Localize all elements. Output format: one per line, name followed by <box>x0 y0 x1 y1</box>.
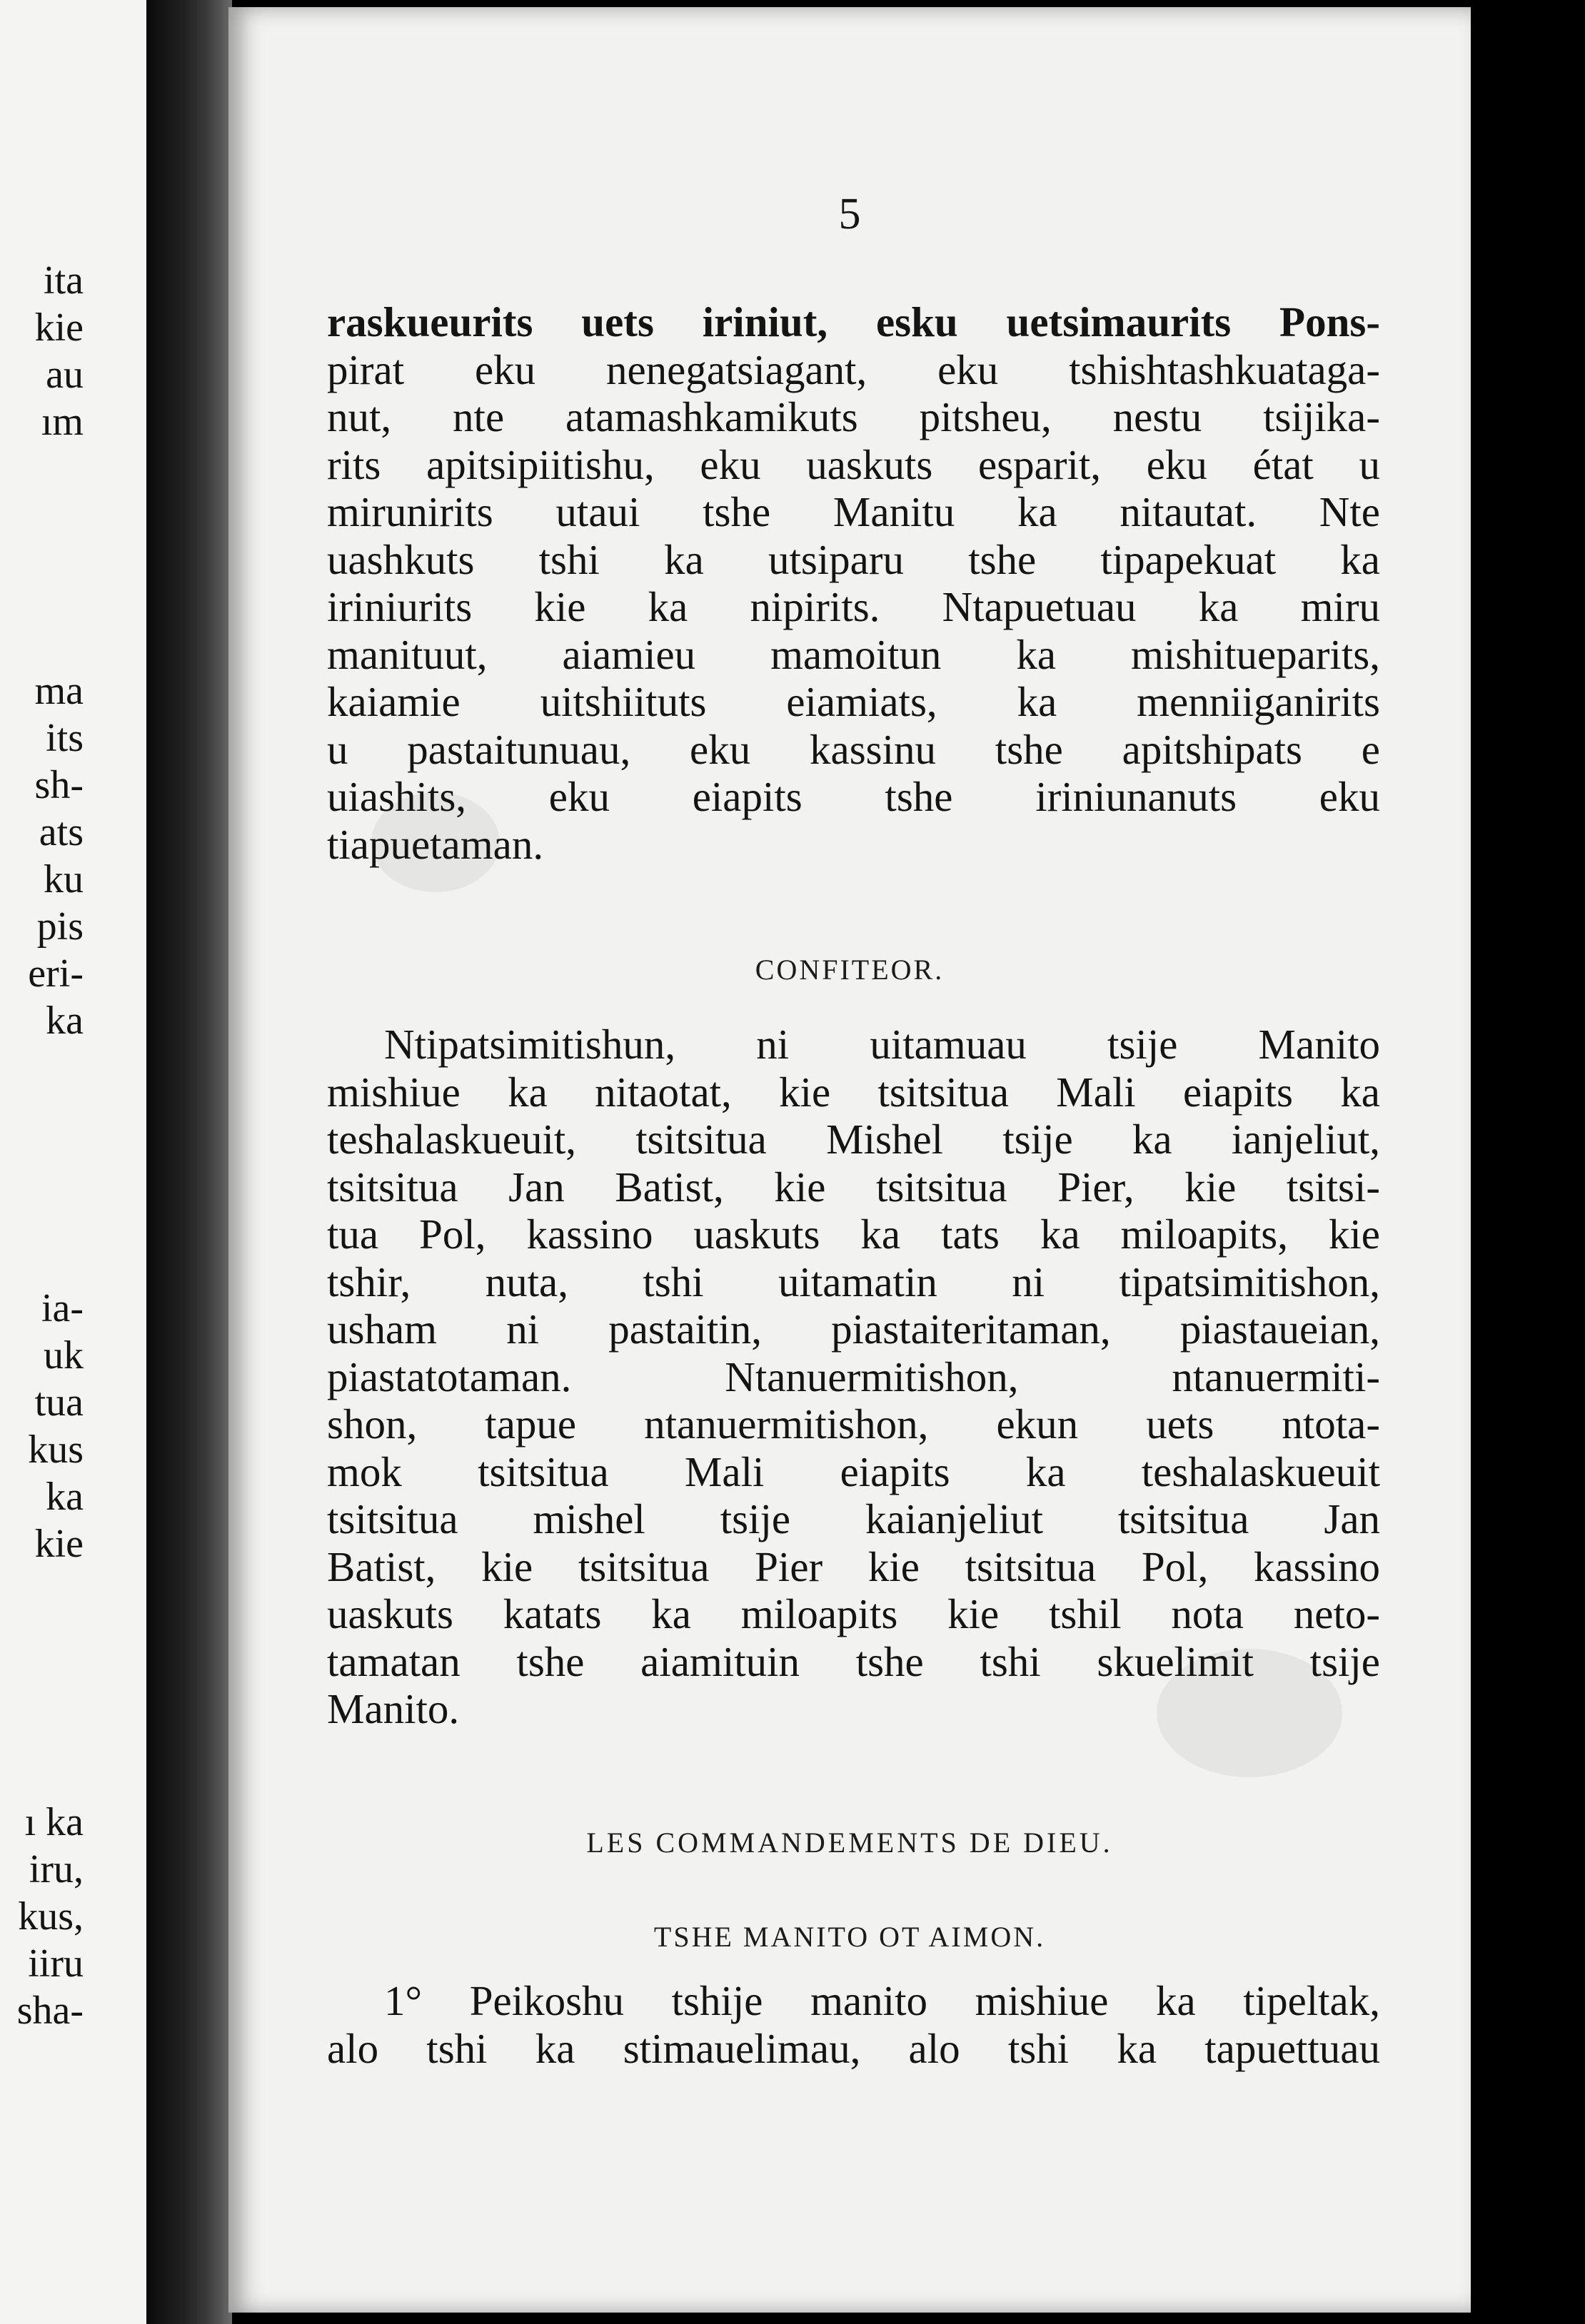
text-line: mishiue ka nitaotat, kie tsitsitua Mali eiapits ka <box>327 1068 1380 1116</box>
left-fragment-line: ia- <box>41 1286 84 1330</box>
left-fragment-group-1 <box>35 257 84 445</box>
text-line: tamatan tshe aiamituin tshe tshi skuelimit tsije <box>327 1637 1380 1685</box>
left-fragment-line: ka <box>46 1475 84 1519</box>
left-fragment-line: ım <box>41 400 84 444</box>
paragraph-commandment-1 <box>327 1977 1380 2072</box>
left-fragment-line: ma <box>34 669 84 713</box>
left-fragment-group-4 <box>17 1799 84 2034</box>
left-fragment-line: tua <box>34 1380 84 1425</box>
left-fragment-line: ku <box>44 857 84 901</box>
text-line: piastatotaman. Ntanuermitishon, ntanuermiti- <box>327 1353 1380 1400</box>
left-fragment-line: kus, <box>18 1894 84 1939</box>
left-fragment-group-3 <box>28 1285 84 1567</box>
text-line: usham ni pastaitin, piastaiteritaman, piastaueian, <box>327 1305 1380 1353</box>
text-line: Ntipatsimitishun, ni uitamuau tsije Manito <box>384 1021 1380 1068</box>
left-fragment-line: sh- <box>34 763 84 807</box>
left-fragment-line: its <box>46 716 84 760</box>
paragraph-credo-end <box>327 298 1380 868</box>
left-fragment-line: pis <box>36 904 84 949</box>
left-fragment-line: iru, <box>29 1847 84 1891</box>
text-line: 1° Peikoshu tshije manito mishiue ka tipeltak, <box>384 1977 1380 2024</box>
left-fragment-line: uk <box>44 1333 84 1378</box>
book-page <box>228 7 1471 2313</box>
text-line: alo tshi ka stimauelimau, alo tshi ka tapuettuau <box>327 2024 1380 2072</box>
heading-tshe-manito: TSHE MANITO OT AIMON. <box>653 1921 1046 1953</box>
text-line: kaiamie uitshiituts eiamiats, ka menniiganirits <box>327 678 1380 725</box>
text-line: tua Pol, kassino uaskuts ka tats ka miloapits, kie <box>327 1211 1380 1258</box>
left-fragment-line: au <box>46 353 84 397</box>
text-line: nut, nte atamashkamikuts pitsheu, nestu tsijika- <box>327 393 1380 440</box>
left-fragment-line: ı ka <box>24 1800 84 1844</box>
text-line: tsitsitua mishel tsije kaianjeliut tsitsitua Jan <box>327 1495 1380 1542</box>
left-fragment-line: kie <box>34 305 84 350</box>
text-line: mirunirits utaui tshe Manitu ka nitautat. Nte <box>327 488 1380 535</box>
text-line: rits apitsipiitishu, eku uaskuts esparit, eku état u <box>327 440 1380 488</box>
text-line: tshir, nuta, tshi uitamatin ni tipatsimitishon, <box>327 1258 1380 1305</box>
text-line: manituut, aiamieu mamoitun ka mishitueparits, <box>327 630 1380 678</box>
left-fragment-line: iiru <box>28 1941 84 1986</box>
left-fragment-line: ka <box>46 999 84 1043</box>
left-fragment-line: kie <box>34 1522 84 1566</box>
text-line: raskueurits uets iriniut, esku uetsimaurits Pons- <box>327 298 1380 345</box>
text-line: iriniurits kie ka nipirits. Ntapuetuau ka miru <box>327 583 1380 630</box>
scan-border <box>1471 0 1585 2324</box>
text-line: shon, tapue ntanuermitishon, ekun uets ntota- <box>327 1400 1380 1448</box>
text-line: pirat eku nenegatsiagant, eku tshishtashkuataga- <box>327 345 1380 393</box>
paragraph-confiteor <box>327 1021 1380 1733</box>
left-fragment-line: kus <box>28 1428 84 1472</box>
text-line: tiapuetaman. <box>327 820 544 868</box>
page-number: 5 <box>838 190 861 238</box>
left-fragment-group-2 <box>28 667 84 1044</box>
heading-commandements: LES COMMANDEMENTS DE DIEU. <box>586 1827 1113 1859</box>
book-gutter <box>146 0 232 2324</box>
text-line: mok tsitsitua Mali eiapits ka teshalaskueuit <box>327 1448 1380 1495</box>
left-page-fragment <box>0 0 146 2324</box>
left-fragment-line: ats <box>39 810 84 854</box>
left-fragment-line: ita <box>44 258 84 303</box>
text-line: uaskuts katats ka miloapits kie tshil nota neto- <box>327 1590 1380 1637</box>
text-line: uashkuts tshi ka utsiparu tshe tipapekuat ka <box>327 535 1380 583</box>
heading-confiteor: CONFITEOR. <box>755 954 945 986</box>
text-line: Manito. <box>327 1685 460 1732</box>
left-fragment-line: sha- <box>16 1989 84 2033</box>
text-line: uiashits, eku eiapits tshe iriniunanuts eku <box>327 773 1380 820</box>
text-line: teshalaskueuit, tsitsitua Mishel tsije ka ianjeliut, <box>327 1116 1380 1163</box>
text-line: Batist, kie tsitsitua Pier kie tsitsitua Pol, kassino <box>327 1542 1380 1590</box>
left-fragment-line: eri- <box>28 951 84 996</box>
text-line: u pastaitunuau, eku kassinu tshe apitshipats e <box>327 725 1380 773</box>
text-line: tsitsitua Jan Batist, kie tsitsitua Pier, kie tsitsi- <box>327 1163 1380 1211</box>
